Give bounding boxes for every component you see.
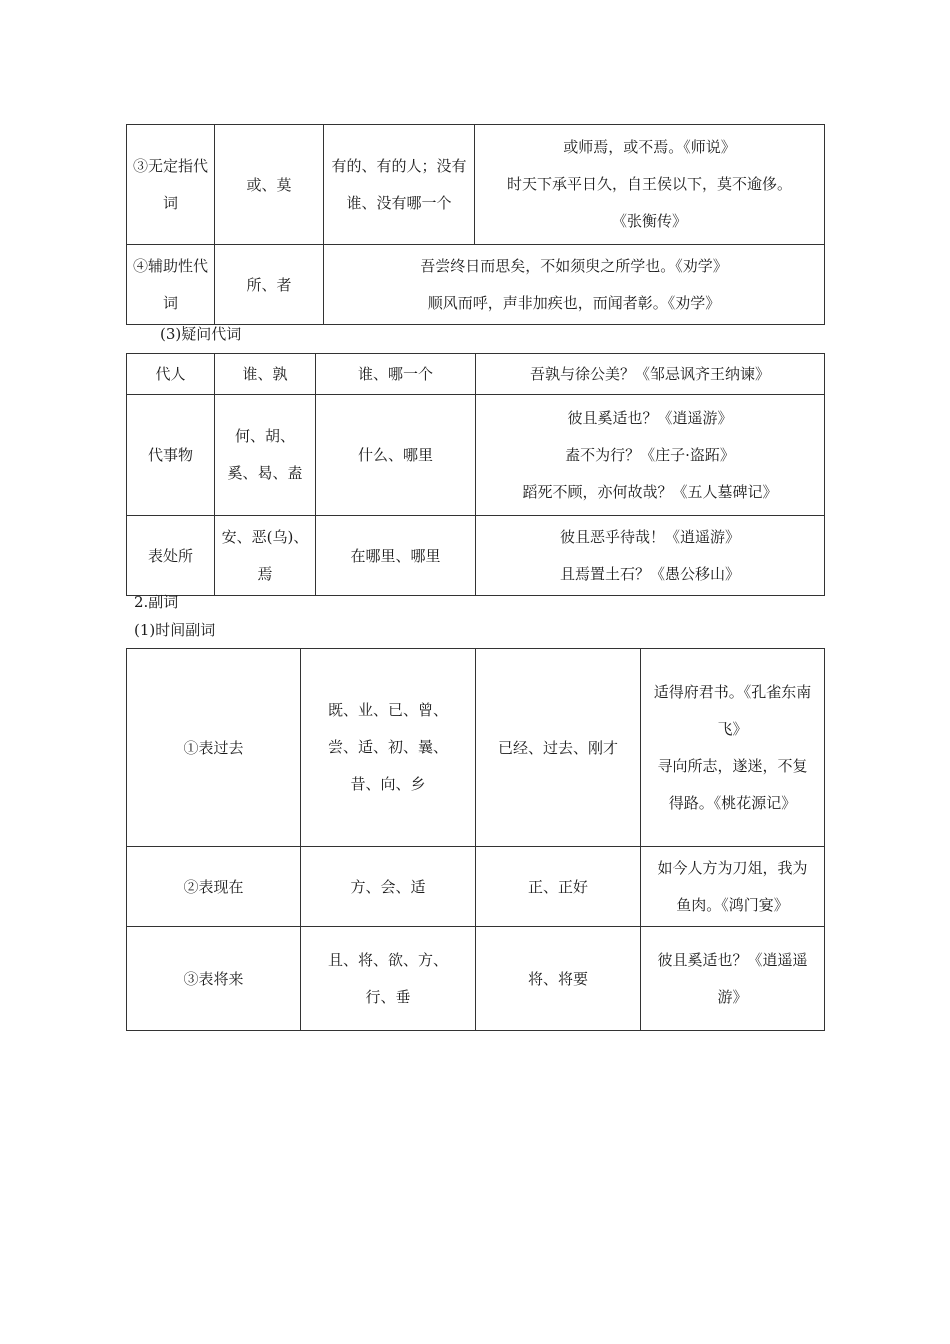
row-label: ②表现在 [127,847,301,927]
row-words: 安、恶(乌)、焉 [215,516,316,596]
adverb-table-time [126,648,825,1031]
row-label: ③无定指代词 [127,125,215,245]
section-heading: (1)时间副词 [134,621,216,639]
row-examples: 适得府君书。《孔雀东南飞》 寻向所志，遂迷，不复得路。《桃花源记》 [641,649,825,847]
section-heading: 2.副词 [134,593,179,611]
row-words: 且、将、欲、方、行、垂 [301,927,476,1031]
table-row [127,395,825,516]
row-label: ④辅助性代词 [127,245,215,325]
row-examples: 如今人方为刀俎，我为鱼肉。《鸿门宴》 [641,847,825,927]
row-words: 何、胡、奚、曷、盍 [215,395,316,516]
row-label: 代事物 [127,395,215,516]
row-examples: 彼且奚适也？《逍遥游》 盍不为行？《庄子·盗跖》 蹈死不顾，亦何故哉？《五人墓碑记》 [476,395,825,516]
table-row [127,927,825,1031]
row-meaning: 将、将要 [476,927,641,1031]
row-words: 方、会、适 [301,847,476,927]
row-words: 或、莫 [215,125,324,245]
row-words: 所、者 [215,245,324,325]
pronoun-table-interrogative [126,353,825,596]
row-examples: 彼且奚适也？《逍遥遥游》 [641,927,825,1031]
table-row [127,649,825,847]
row-meaning: 在哪里、哪里 [316,516,476,596]
table-row [127,354,825,395]
row-label: 表处所 [127,516,215,596]
row-label: ①表过去 [127,649,301,847]
row-meaning: 什么、哪里 [316,395,476,516]
section-heading: (3)疑问代词 [160,325,242,343]
table-row [127,125,825,245]
row-label: 代人 [127,354,215,395]
table-row [127,245,825,325]
table-row [127,516,825,596]
row-meaning: 谁、哪一个 [316,354,476,395]
pronoun-table-indefinite [126,124,825,325]
row-examples: 或师焉，或不焉。《师说》 时天下承平日久，自王侯以下，莫不逾侈。 《张衡传》 [475,125,825,245]
row-meaning: 正、正好 [476,847,641,927]
table-row [127,847,825,927]
row-words: 既、业、已、曾、尝、适、初、曩、昔、向、乡 [301,649,476,847]
row-meaning: 已经、过去、刚才 [476,649,641,847]
row-examples: 吾孰与徐公美？《邹忌讽齐王纳谏》 [476,354,825,395]
row-meaning: 有的、有的人；没有谁、没有哪一个 [324,125,475,245]
row-examples: 彼且恶乎待哉！《逍遥游》 且焉置土石？《愚公移山》 [476,516,825,596]
row-words: 谁、孰 [215,354,316,395]
row-label: ③表将来 [127,927,301,1031]
row-examples: 吾尝终日而思矣，不如须臾之所学也。《劝学》 顺风而呼，声非加疾也，而闻者彰。《劝学》 [324,245,825,325]
